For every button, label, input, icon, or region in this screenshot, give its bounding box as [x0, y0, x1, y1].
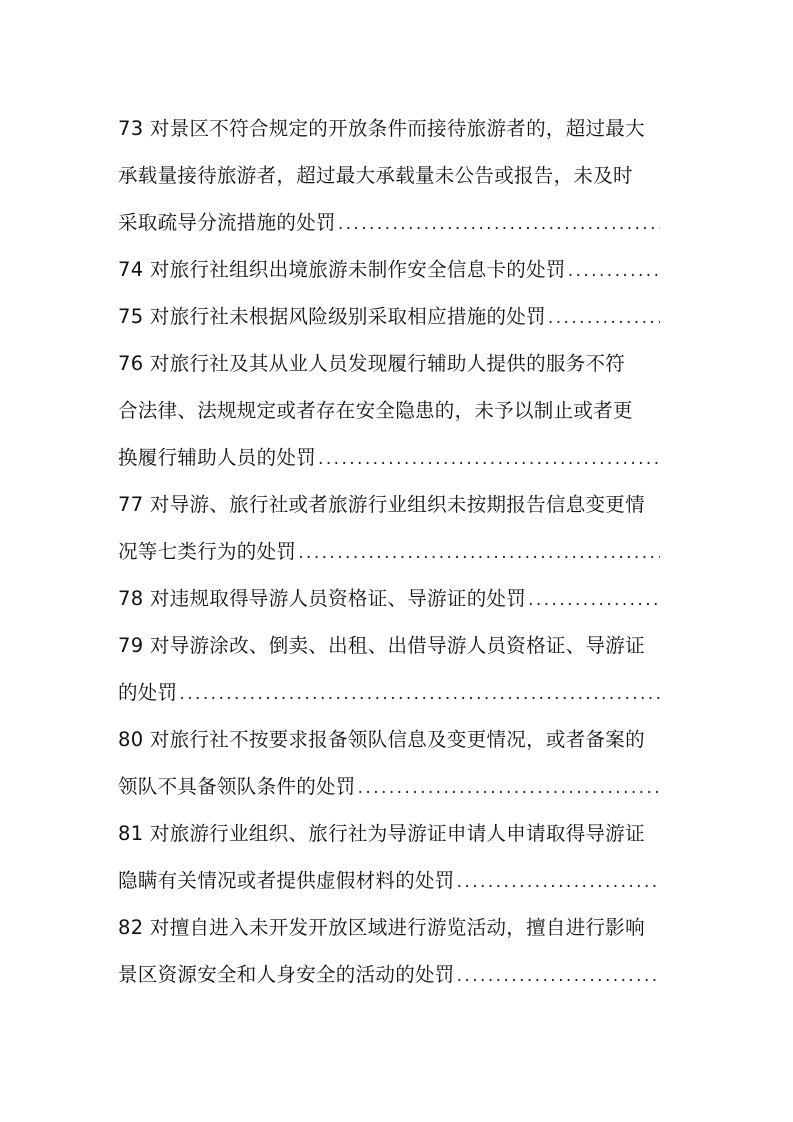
- toc-entry-73-line-1: [118, 105, 678, 152]
- toc-text: 承载量接待旅游者，超过最大承载量未公告或报告，未及时: [118, 164, 633, 187]
- toc-entry-79-line-2: [118, 669, 678, 716]
- toc-entry-75-line-1: [118, 293, 678, 340]
- toc-entry-81-line-2: [118, 857, 678, 904]
- toc-text: 领队不具备领队条件的处罚: [118, 775, 356, 798]
- dot-leader: [455, 953, 660, 998]
- toc-entry-73-line-2: [118, 152, 678, 199]
- toc-entry-74-line-1: [118, 246, 678, 293]
- dot-leader: [566, 248, 660, 293]
- toc-text: 景区资源安全和人身安全的活动的处罚: [118, 963, 455, 986]
- toc-entry-73-line-3: [118, 199, 678, 246]
- toc-entry-82-line-1: [118, 904, 678, 951]
- dot-leader: [177, 671, 660, 716]
- toc-text: 77 对导游、旅行社或者旅游行业组织未按期报告信息变更情: [118, 493, 645, 516]
- toc-entry-77-line-1: [118, 481, 678, 528]
- toc-text: 换履行辅助人员的处罚: [118, 446, 317, 469]
- toc-text: 74 对旅行社组织出境旅游未制作安全信息卡的处罚: [118, 258, 566, 281]
- dot-leader: [546, 295, 660, 340]
- dot-leader: [526, 577, 660, 622]
- toc-text: 79 对导游涂改、倒卖、出租、出借导游人员资格证、导游证: [118, 634, 645, 657]
- toc-text: 况等七类行为的处罚: [118, 540, 297, 563]
- dot-leader: [455, 859, 660, 904]
- toc-text: 采取疏导分流措施的处罚: [118, 211, 336, 234]
- toc-text: 82 对擅自进入未开发开放区域进行游览活动，擅自进行影响: [118, 916, 645, 939]
- toc-text: 78 对违规取得导游人员资格证、导游证的处罚: [118, 587, 527, 610]
- toc-entry-80-line-2: [118, 763, 678, 810]
- toc-entry-80-line-1: [118, 716, 678, 763]
- dot-leader: [296, 530, 660, 575]
- toc-text: 73 对景区不符合规定的开放条件而接待旅游者的，超过最大: [118, 117, 645, 140]
- toc-entry-81-line-1: [118, 810, 678, 857]
- toc-text: 75 对旅行社未根据风险级别采取相应措施的处罚: [118, 305, 546, 328]
- dot-leader: [336, 201, 660, 246]
- toc-entry-82-line-2: [118, 951, 678, 998]
- dot-leader: [356, 765, 660, 810]
- toc-text: 隐瞒有关情况或者提供虚假材料的处罚: [118, 869, 455, 892]
- toc-text: 合法律、法规规定或者存在安全隐患的，未予以制止或者更: [118, 399, 633, 422]
- toc-entry-76-line-3: [118, 434, 678, 481]
- dot-leader: [316, 436, 660, 481]
- toc-entry-76-line-2: [118, 387, 678, 434]
- toc-entry-79-line-1: [118, 622, 678, 669]
- toc-text: 81 对旅游行业组织、旅行社为导游证申请人申请取得导游证: [118, 822, 645, 845]
- toc-entry-78-line-1: [118, 575, 678, 622]
- toc-entry-77-line-2: [118, 528, 678, 575]
- toc-text: 的处罚: [118, 681, 178, 704]
- toc-entry-76-line-1: [118, 340, 678, 387]
- toc-list: [118, 105, 678, 998]
- toc-text: 80 对旅行社不按要求报备领队信息及变更情况，或者备案的: [118, 728, 645, 751]
- toc-text: 76 对旅行社及其从业人员发现履行辅助人提供的服务不符: [118, 352, 626, 375]
